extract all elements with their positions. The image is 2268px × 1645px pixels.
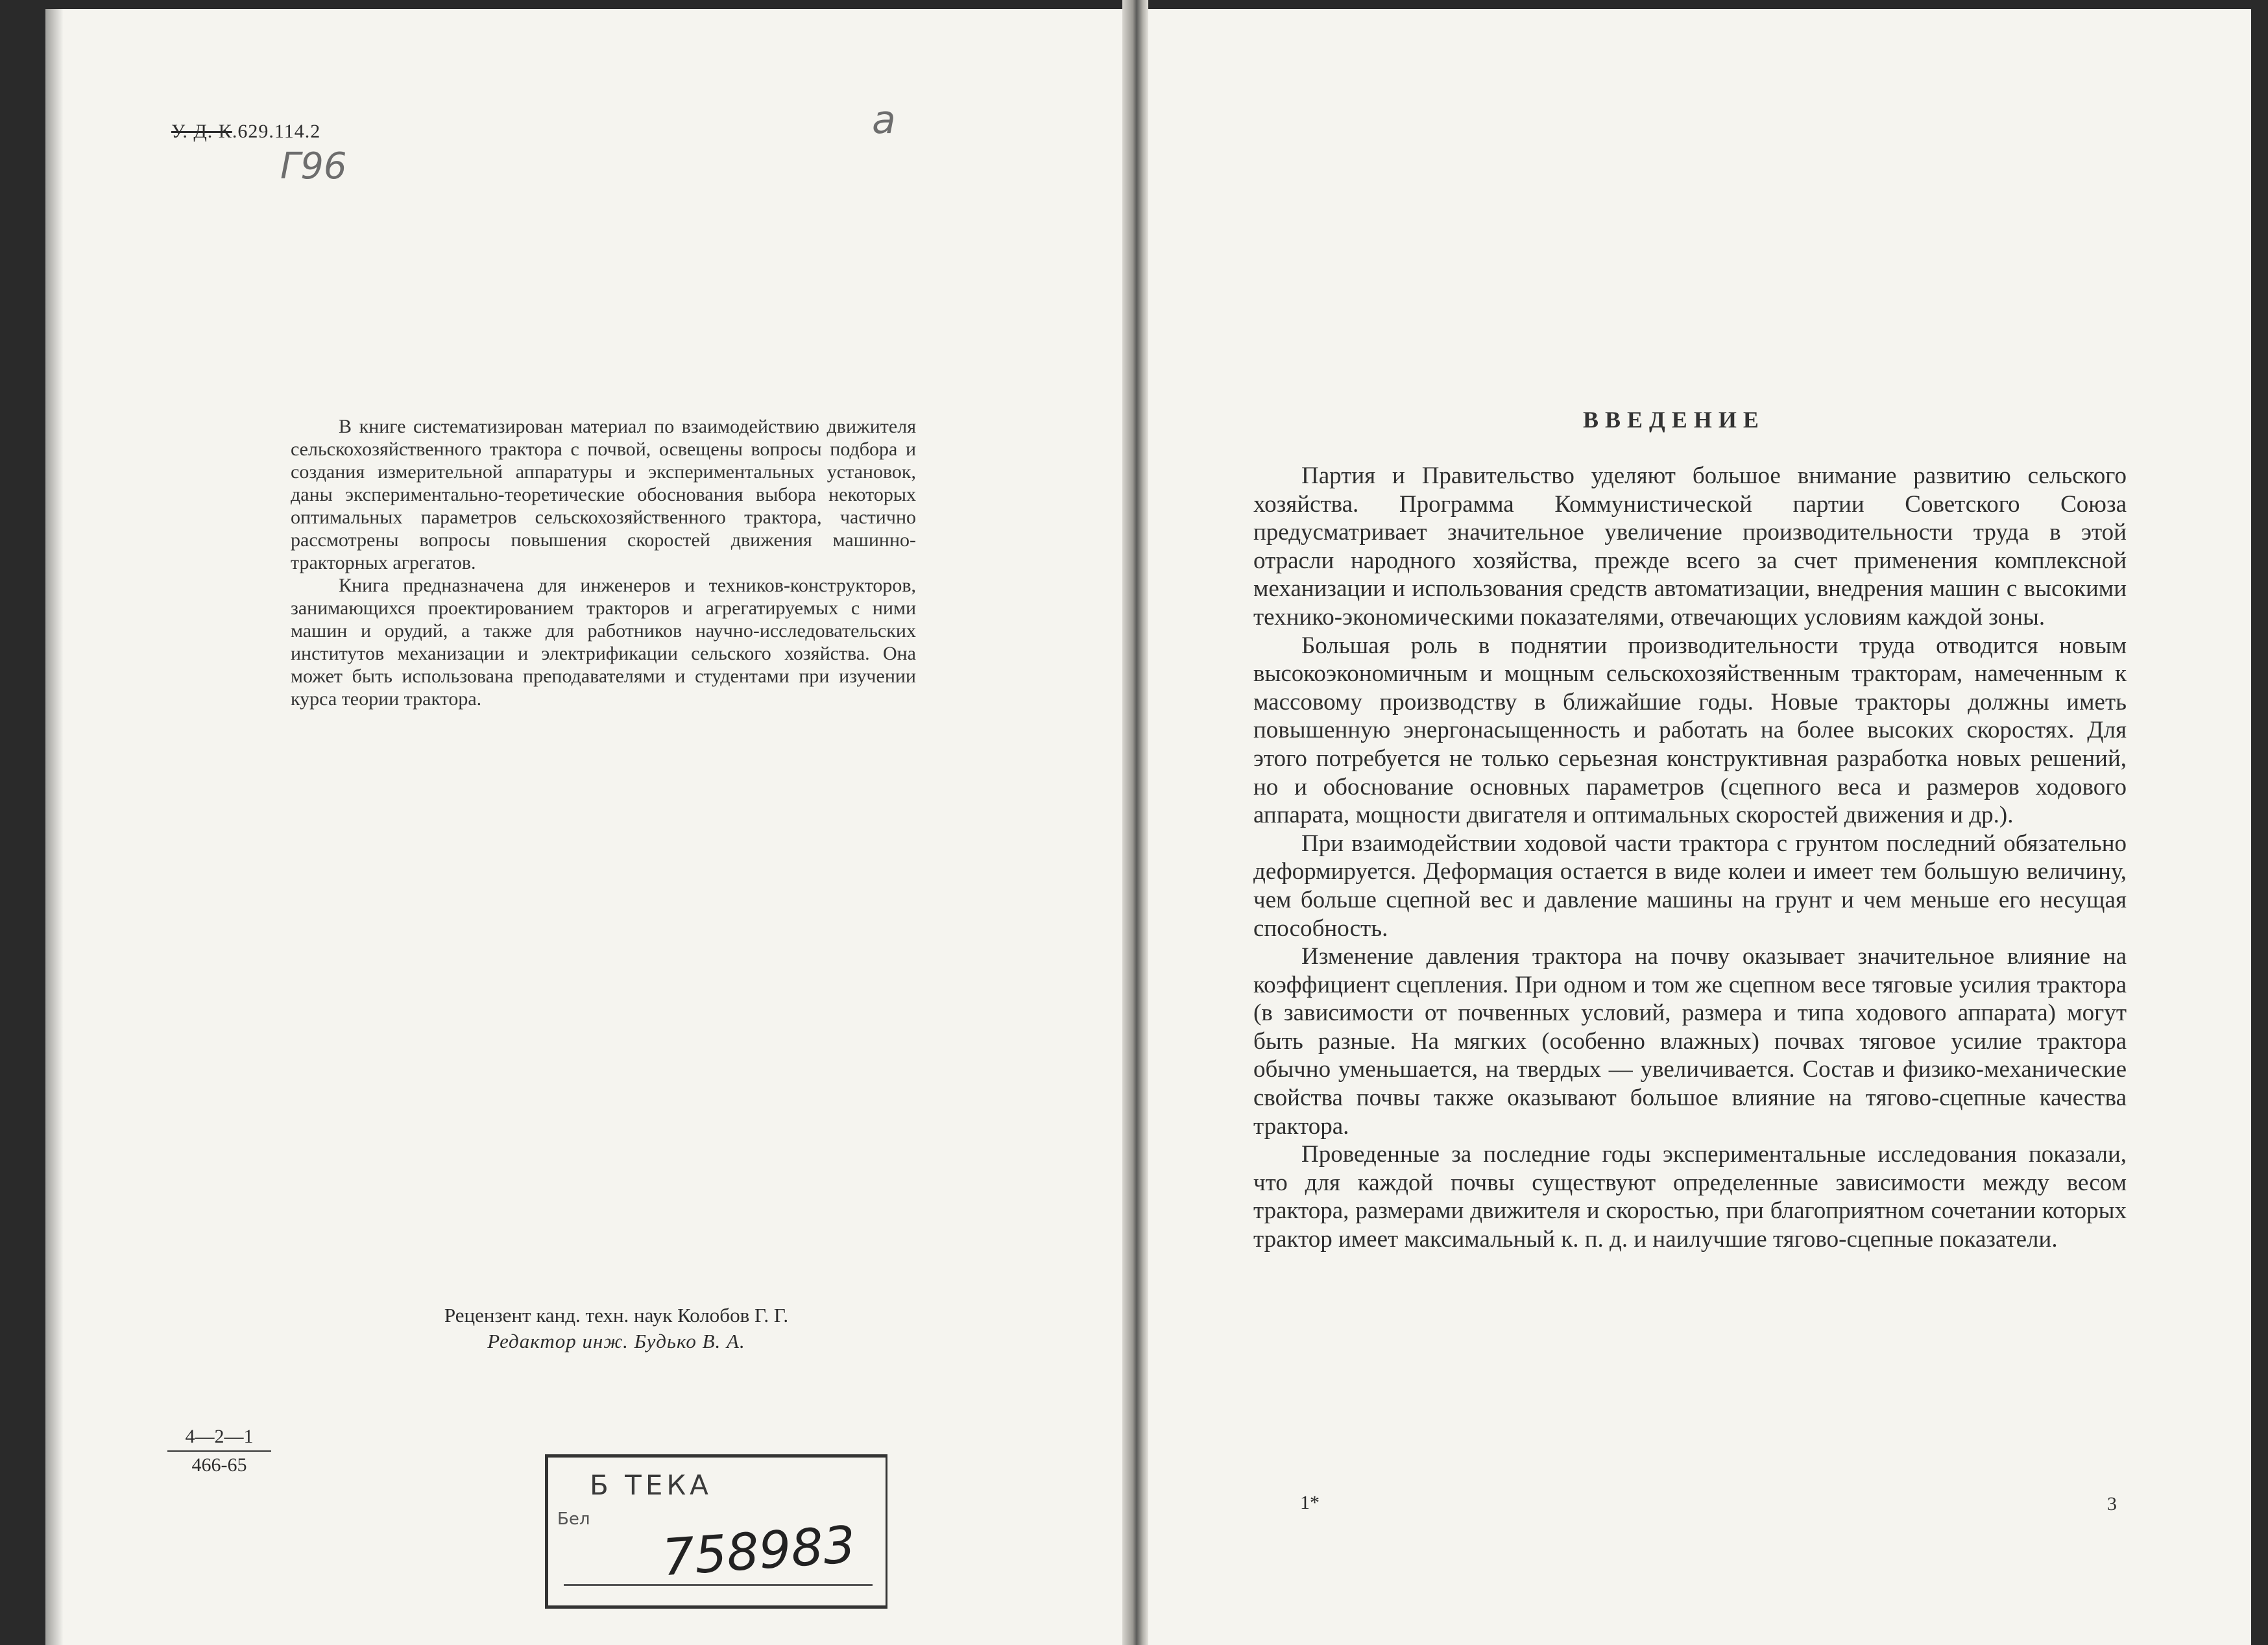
stamp-inventory-number: 758983 [660,1515,858,1588]
stamp-sublabel: Бел [557,1509,590,1529]
handwritten-code: Г96 [280,145,347,187]
signature-mark: 1* [1300,1492,1320,1513]
intro-paragraph: Большая роль в поднятии производительности труда отводится новым высокоэкономичным и мощным сельскохозяйственным тракторам, намеченным к массовому производству в ближайшие годы. Новые тракторы должны иметь повышенную энергонасыщенность и работать на более высоких скоростях. Для этого потребуется не только серьезная конструктивная разработка новых решений, но и обоснование основных параметров (сцепного веса и размеров ходового аппарата, мощности двигателя и оптимальных скоростей движения и др.). [1253,632,2127,829]
code-denominator: 466-65 [191,1454,247,1476]
code-numerator: 4—2—1 [167,1426,271,1452]
page-number: 3 [2107,1493,2117,1515]
credits-block [292,1303,941,1354]
udk-prefix: У. Д. К [171,121,232,142]
reviewer-line: Рецензент канд. техн. наук Колобов Г. Г. [444,1304,789,1327]
library-stamp [545,1454,887,1609]
intro-paragraph: При взаимодействии ходовой части трактора с грунтом последний обязательно деформируется. Деформация остается в виде колеи и имеет тем большую величину, чем больше сцепной вес и давление машины на грунт и чем меньше его несущая способность. [1253,830,2127,942]
udk-classification [171,121,320,143]
left-page [45,9,1122,1645]
book-gutter [1122,0,1148,1645]
stamp-underline [564,1584,873,1586]
intro-paragraph: Партия и Правительство уделяют большое внимание развитию сельского хозяйства. Программа Коммунистической партии Советского Союза предусматривает значительное увеличение производительности труда в этой отрасли народного хозяйства, прежде всего за счет применения комплексной механизации и использования средств автоматизации, внедрения машин с высокими технико-экономическими показателями, отвечающих условиям каждой зоны. [1253,462,2127,630]
handwritten-mark: a [872,97,896,143]
page-edge-shadow [45,9,64,1645]
book-abstract [291,415,916,710]
chapter-heading: ВВЕДЕНИЕ [1583,407,1765,433]
publication-code [167,1426,271,1476]
intro-paragraph: Изменение давления трактора на почву оказывает значительное влияние на коэффициент сцепления. При одном и том же сцепном весе тяговые усилия трактора (в зависимости от почвенных условий, размера и типа ходового аппарата) могут быть разные. На мягких (особенно влажных) почвах тяговое усилие трактора обычно уменьшается, на твердых — увеличивается. Состав и физико-механические свойства почвы также оказывают большое влияние на тягово-сцепные качества трактора. [1253,943,2127,1140]
abstract-paragraph: Книга предназначена для инженеров и техников-конструкторов, занимающихся проектированием тракторов и агрегатируемых с ними машин и орудий, а также для работников научно-исследовательских институтов механизации и электрификации сельского хозяйства. Она может быть использована преподавателями и студентами при изучении курса теории трактора. [291,575,916,710]
editor-line: Редактор инж. Будько В. А. [487,1330,745,1352]
introduction-text [1253,462,2127,1254]
abstract-paragraph: В книге систематизирован материал по взаимодействию движителя сельскохозяйственного трактора с почвой, освещены вопросы подбора и создания измерительной аппаратуры и экспериментальных установок, даны экспериментально-теоретические обоснования выбора некоторых оптимальных параметров сельскохозяйственного трактора, частично рассмотрены вопросы повышения скоростей движения машинно-тракторных агрегатов. [291,416,916,573]
stamp-label: Б ТЕКА [590,1469,712,1501]
intro-paragraph: Проведенные за последние годы экспериментальные исследования показали, что для каждой почвы существуют определенные зависимости между весом трактора, размерами движителя и скоростью, при благоприятном сочетании которых трактор имеет максимальный к. п. д. и наилучшие тягово-сцепные показатели. [1253,1141,2127,1253]
udk-number: .629.114.2 [232,121,321,142]
